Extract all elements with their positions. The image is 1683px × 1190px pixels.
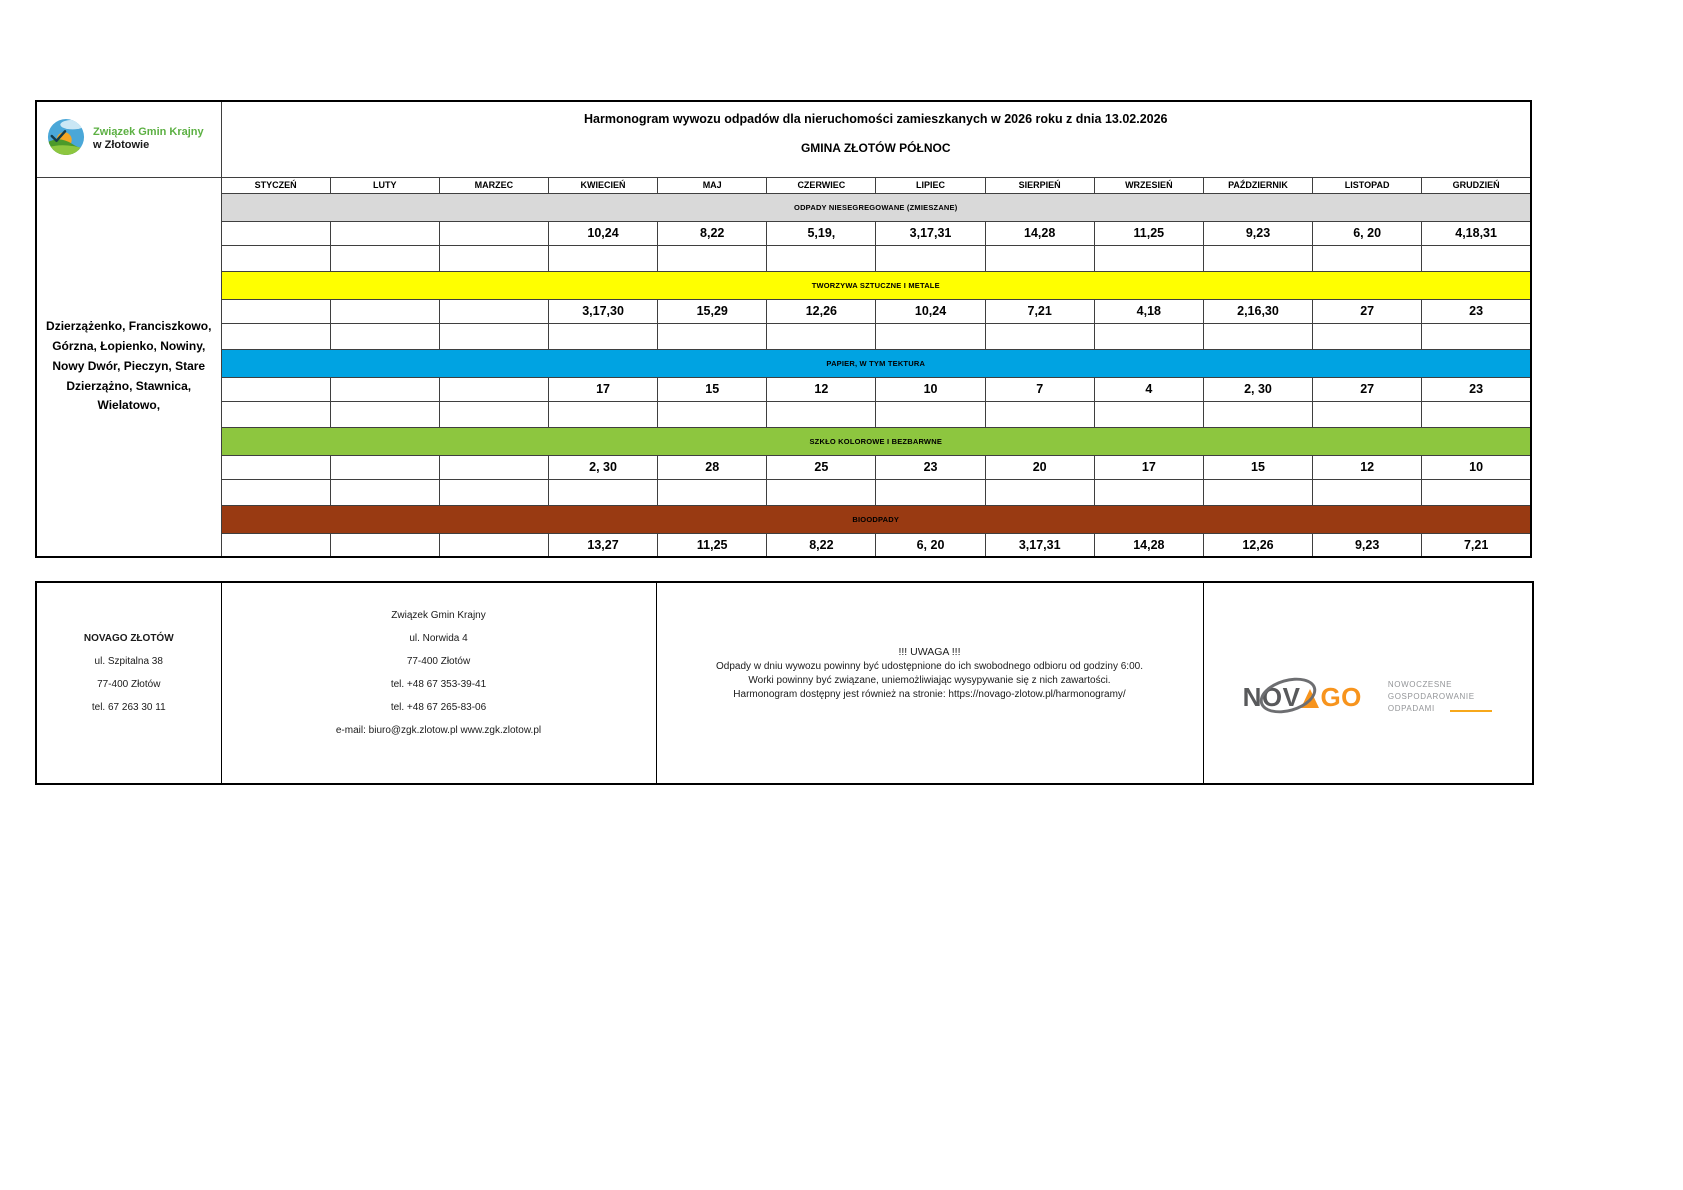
collection-days: 2, 30 [1203, 377, 1312, 401]
org-logo-cell [36, 101, 221, 177]
empty-cell [1422, 245, 1531, 271]
empty-cell [658, 401, 767, 427]
section-band: PAPIER, W TYM TEKTURA [221, 349, 1531, 377]
empty-cell [767, 245, 876, 271]
tagline-line: NOWOCZESNE [1387, 680, 1453, 689]
month-header: PAŹDZIERNIK [1203, 177, 1312, 193]
empty-cell [1094, 323, 1203, 349]
collection-days [439, 221, 548, 245]
empty-cell [1422, 479, 1531, 505]
collection-days [221, 299, 330, 323]
collection-days: 4,18 [1094, 299, 1203, 323]
collection-days: 12,26 [1203, 533, 1312, 557]
month-header: LUTY [330, 177, 439, 193]
collection-days [221, 221, 330, 245]
contact-line: tel. 67 263 30 11 [91, 701, 166, 713]
empty-cell [221, 245, 330, 271]
empty-cell [439, 323, 548, 349]
collection-days [330, 221, 439, 245]
notice-line: Worki powinny być związane, uniemożliwiając wysypywanie się z nich zawartości. [748, 674, 1111, 686]
novago-contact-cell [36, 582, 221, 784]
collection-days: 12 [1313, 455, 1422, 479]
empty-cell [548, 479, 657, 505]
empty-cell [548, 401, 657, 427]
contact-line: 77-400 Złotów [97, 678, 161, 690]
empty-cell [876, 245, 985, 271]
collection-days: 9,23 [1203, 221, 1312, 245]
empty-cell [439, 479, 548, 505]
empty-cell [985, 245, 1094, 271]
contact-line: ul. Norwida 4 [409, 632, 468, 644]
month-header: LIPIEC [876, 177, 985, 193]
collection-days: 9,23 [1313, 533, 1422, 557]
empty-cell [985, 479, 1094, 505]
collection-days: 7,21 [985, 299, 1094, 323]
collection-days: 10 [876, 377, 985, 401]
collection-days: 20 [985, 455, 1094, 479]
empty-cell [876, 479, 985, 505]
empty-cell [876, 401, 985, 427]
collection-days: 12 [767, 377, 876, 401]
empty-cell [221, 401, 330, 427]
collection-days: 4 [1094, 377, 1203, 401]
collection-days: 11,25 [1094, 221, 1203, 245]
collection-days [221, 455, 330, 479]
page-subtitle: GMINA ZŁOTÓW PÓŁNOC [800, 141, 951, 155]
empty-cell [1094, 245, 1203, 271]
collection-days: 23 [876, 455, 985, 479]
month-header: STYCZEŃ [221, 177, 330, 193]
novago-a-triangle-icon [1301, 689, 1319, 708]
empty-cell [439, 401, 548, 427]
collection-days: 5,19, [767, 221, 876, 245]
empty-cell [1094, 401, 1203, 427]
collection-days [330, 455, 439, 479]
empty-cell [658, 245, 767, 271]
org-logo-icon [47, 118, 85, 161]
month-header: MAJ [658, 177, 767, 193]
contact-line: 77-400 Złotów [406, 655, 471, 667]
collection-days: 25 [767, 455, 876, 479]
month-header: LISTOPAD [1313, 177, 1422, 193]
collection-days: 15,29 [658, 299, 767, 323]
empty-cell [1313, 323, 1422, 349]
month-header: KWIECIEŃ [548, 177, 657, 193]
empty-cell [330, 323, 439, 349]
empty-cell [767, 323, 876, 349]
collection-days: 6, 20 [1313, 221, 1422, 245]
empty-cell [330, 479, 439, 505]
empty-cell [330, 401, 439, 427]
collection-days [439, 377, 548, 401]
collection-days: 28 [658, 455, 767, 479]
month-header: CZERWIEC [767, 177, 876, 193]
empty-cell [1203, 479, 1312, 505]
empty-cell [221, 479, 330, 505]
empty-cell [658, 479, 767, 505]
month-header: SIERPIEŃ [985, 177, 1094, 193]
contact-line: ul. Szpitalna 38 [94, 655, 163, 667]
title-cell [221, 101, 1531, 177]
contact-line: Związek Gmin Krajny [391, 609, 486, 621]
collection-days [439, 455, 548, 479]
collection-days: 12,26 [767, 299, 876, 323]
tagline-rule-icon [1450, 710, 1492, 712]
collection-days [330, 299, 439, 323]
collection-days: 6, 20 [876, 533, 985, 557]
collection-days: 27 [1313, 299, 1422, 323]
empty-cell [330, 245, 439, 271]
collection-days: 23 [1422, 377, 1531, 401]
tagline-line: ODPADAMI [1387, 704, 1435, 713]
month-header: GRUDZIEŃ [1422, 177, 1531, 193]
collection-days: 17 [548, 377, 657, 401]
page-title: Harmonogram wywozu odpadów dla nieruchomości zamieszkanych w 2026 roku z dnia 13.02.2026 [583, 112, 1168, 126]
section-band: TWORZYWA SZTUCZNE I METALE [221, 271, 1531, 299]
novago-logo-cell [1203, 582, 1533, 784]
collection-days: 10 [1422, 455, 1531, 479]
collection-days: 17 [1094, 455, 1203, 479]
empty-cell [221, 323, 330, 349]
empty-cell [1313, 479, 1422, 505]
tagline-line: GOSPODAROWANIE [1387, 692, 1475, 701]
empty-cell [1094, 479, 1203, 505]
localities-text: Dzierzążenko, Franciszkowo, Górzna, Łopienko, Nowiny, Nowy Dwór, Pieczyn, Stare Dzierzążno, Stawnica, Wielatowo, [46, 319, 212, 413]
org-name-text: Związek Gmin Krajny [93, 126, 204, 139]
empty-cell [876, 323, 985, 349]
collection-days [221, 377, 330, 401]
empty-cell [767, 479, 876, 505]
month-header: MARZEC [439, 177, 548, 193]
notice-cell [656, 582, 1203, 784]
collection-days: 10,24 [876, 299, 985, 323]
empty-cell [767, 401, 876, 427]
notice-line: Odpady w dniu wywozu powinny być udostępnione do ich swobodnego odbioru od godziny 6:00. [716, 660, 1143, 672]
novago-tagline [1388, 679, 1493, 715]
collection-days: 15 [658, 377, 767, 401]
empty-cell [439, 245, 548, 271]
collection-days [330, 377, 439, 401]
empty-cell [985, 323, 1094, 349]
month-header: WRZESIEŃ [1094, 177, 1203, 193]
novago-logo [1243, 682, 1362, 713]
empty-cell [548, 245, 657, 271]
org-location-text: w Złotowie [93, 139, 150, 152]
localities-cell [36, 177, 221, 557]
section-band: BIOODPADY [221, 505, 1531, 533]
empty-cell [985, 401, 1094, 427]
collection-days [439, 533, 548, 557]
collection-days: 15 [1203, 455, 1312, 479]
collection-days: 2, 30 [548, 455, 657, 479]
contact-line: tel. +48 67 265-83-06 [390, 701, 487, 713]
collection-days [439, 299, 548, 323]
contact-line: tel. +48 67 353-39-41 [390, 678, 487, 690]
collection-days: 2,16,30 [1203, 299, 1312, 323]
notice-line: Harmonogram dostępny jest również na stronie: https://novago-zlotow.pl/harmonogramy/ [733, 688, 1126, 700]
collection-days: 8,22 [658, 221, 767, 245]
contact-line: NOVAGO ZŁOTÓW [83, 632, 174, 644]
empty-cell [548, 323, 657, 349]
collection-days: 11,25 [658, 533, 767, 557]
schedule-table [35, 100, 1532, 558]
empty-cell [1422, 323, 1531, 349]
collection-days: 23 [1422, 299, 1531, 323]
footer-table [35, 581, 1534, 785]
empty-cell [1203, 401, 1312, 427]
section-band: SZKŁO KOLOROWE I BEZBARWNE [221, 427, 1531, 455]
empty-cell [1203, 245, 1312, 271]
empty-cell [1422, 401, 1531, 427]
novago-wordmark-orange: GO [1320, 681, 1362, 712]
section-band: ODPADY NIESEGREGOWANE (ZMIESZANE) [221, 193, 1531, 221]
empty-cell [1313, 401, 1422, 427]
collection-days: 7,21 [1422, 533, 1531, 557]
collection-days: 14,28 [1094, 533, 1203, 557]
collection-days: 8,22 [767, 533, 876, 557]
empty-cell [1313, 245, 1422, 271]
notice-title: !!! UWAGA !!! [898, 645, 961, 658]
collection-days: 14,28 [985, 221, 1094, 245]
contact-line: e-mail: biuro@zgk.zlotow.pl www.zgk.zlotow.pl [335, 724, 542, 736]
novago-wordmark-gray: NOV [1242, 681, 1301, 712]
collection-days: 10,24 [548, 221, 657, 245]
collection-days [221, 533, 330, 557]
collection-days: 27 [1313, 377, 1422, 401]
empty-cell [658, 323, 767, 349]
empty-cell [1203, 323, 1312, 349]
collection-days: 4,18,31 [1422, 221, 1531, 245]
collection-days [330, 533, 439, 557]
collection-days: 3,17,31 [876, 221, 985, 245]
collection-days: 3,17,30 [548, 299, 657, 323]
zgk-contact-cell [221, 582, 656, 784]
collection-days: 13,27 [548, 533, 657, 557]
collection-days: 7 [985, 377, 1094, 401]
collection-days: 3,17,31 [985, 533, 1094, 557]
